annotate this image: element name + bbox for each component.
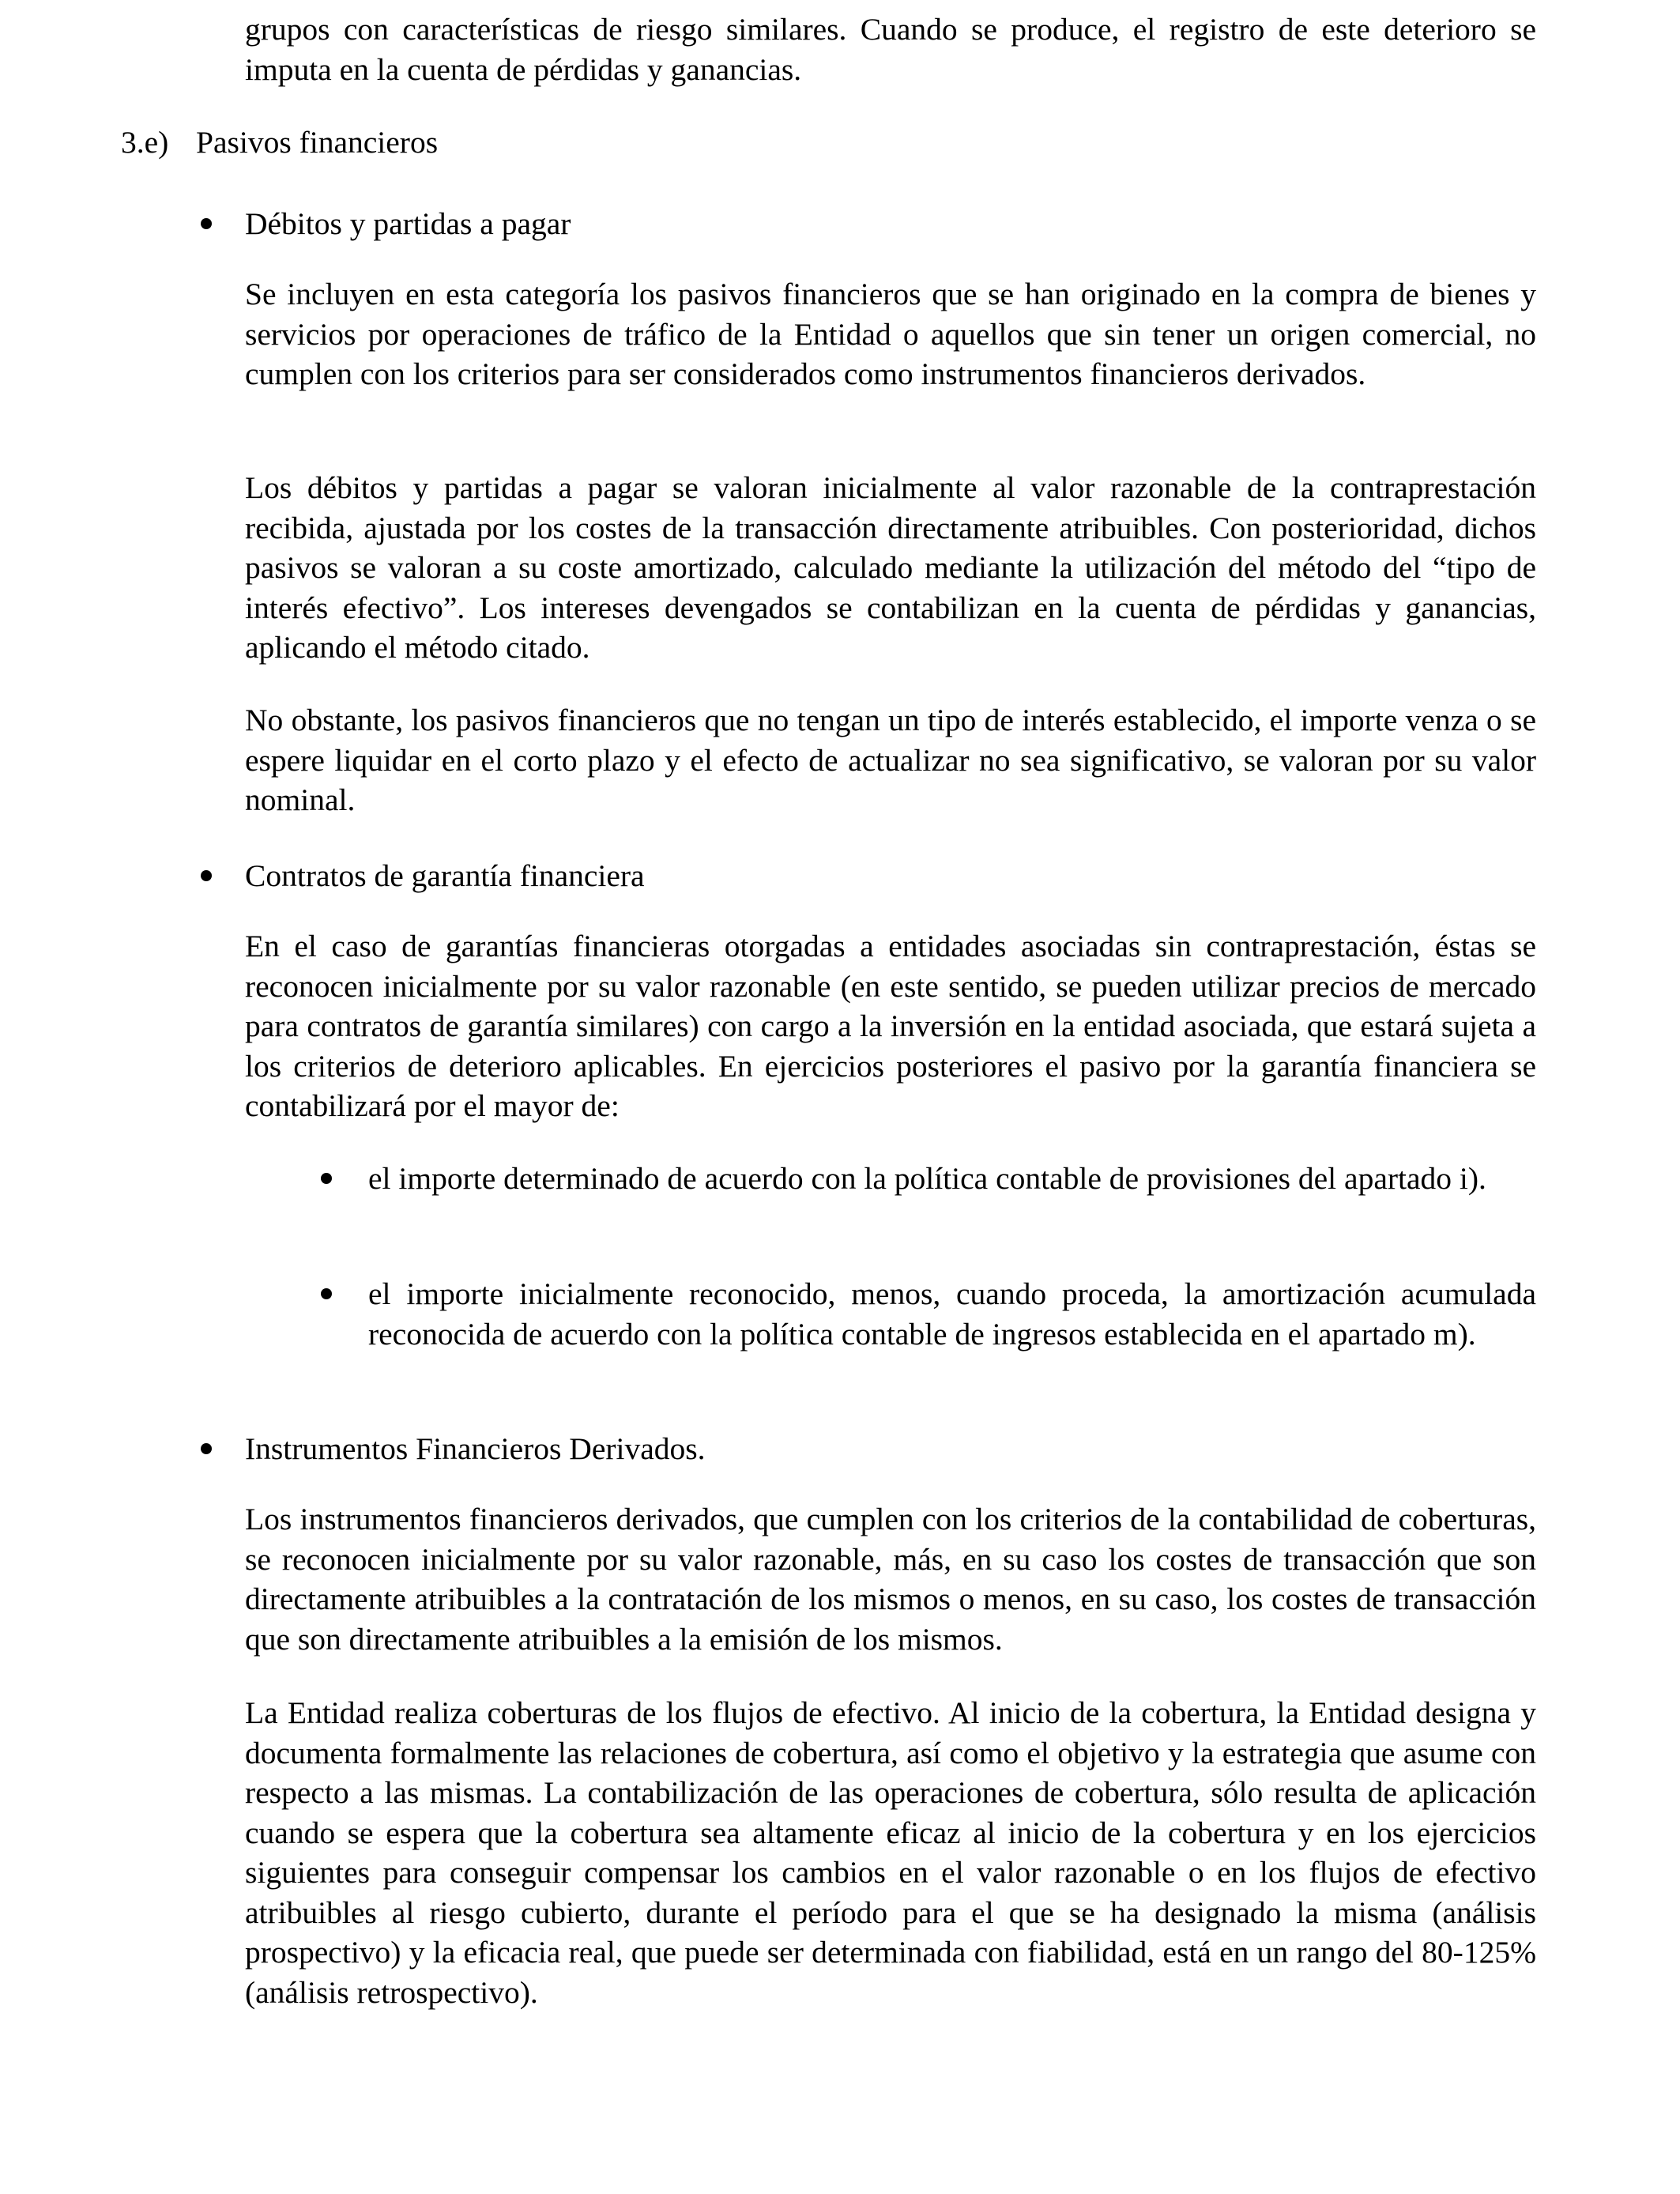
bullet-icon: [201, 218, 212, 229]
garantia-paragraph-1: En el caso de garantías financieras otorgadas a entidades asociadas sin contraprestación, éstas se reconocen inicialmente por su valor razonable (en este sentido, se pueden utilizar precios de mercado para contratos de garantía similares) con cargo a la inversión en la entidad asociada, que estará sujeta a los criterios de deterioro aplicables. En ejercicios posteriores el pasivo por la garantía financiera se contabilizará por el mayor de:: [245, 929, 1536, 1123]
section-heading: [121, 123, 438, 163]
debitos-paragraph-2: Los débitos y partidas a pagar se valoran inicialmente al valor razonable de la contraprestación recibida, ajustada por los costes de la transacción directamente atribuibles. Con posterioridad, dichos pasivos se valoran a su coste amortizado, calculado mediante la utilización del método del “tipo de interés efectivo”. Los intereses devengados se contabilizan en la cuenta de pérdidas y ganancias, aplicando el método citado.: [245, 470, 1536, 665]
bullet-icon: [321, 1173, 332, 1184]
section-title: Pasivos financieros: [196, 125, 439, 160]
bullet-icon: [201, 1443, 212, 1454]
derivados-paragraph-2: La Entidad realiza coberturas de los flujos de efectivo. Al inicio de la cobertura, la Entidad designa y documenta formalmente las relaciones de cobertura, así como el objetivo y la estrategia que asume con respecto a las mismas. La contabilización de las operaciones de cobertura, sólo resulta de aplicación cuando se espera que la cobertura sea altamente eficaz al inicio de la cobertura y en los ejercicios siguientes para conseguir compensar los cambios en el valor razonable o en los flujos de efectivo atribuibles al riesgo cubierto, durante el período para el que se ha designado la misma (análisis prospectivo) y la eficacia real, que puede ser determinada con fiabilidad, está en un rango del 80-125% (análisis retrospectivo).: [245, 1695, 1536, 2010]
intro-paragraph: grupos con características de riesgo similares. Cuando se produce, el registro de este deterioro se imputa en la cuenta de pérdidas y ganancias.: [245, 12, 1536, 87]
garantia-item-2: el importe inicialmente reconocido, menos, cuando proceda, la amortización acumulada reconocida de acuerdo con la política contable de ingresos establecida en el apartado m).: [368, 1276, 1536, 1351]
debitos-paragraph-1: Se incluyen en esta categoría los pasivos financieros que se han originado en la compra de bienes y servicios por operaciones de tráfico de la Entidad o aquellos que sin tener un origen comercial, no cumplen con los criterios para ser considerados como instrumentos financieros derivados.: [245, 277, 1536, 391]
derivados-paragraph-1: Los instrumentos financieros derivados, que cumplen con los criterios de la contabilidad de coberturas, se reconocen inicialmente por su valor razonable, más, en su caso los costes de transacción que son directamente atribuibles a la contratación de los mismos o menos, en su caso, los costes de transacción que son directamente atribuibles a la emisión de los mismos.: [245, 1502, 1536, 1657]
garantia-title: Contratos de garantía financiera: [245, 858, 645, 893]
bullet-icon: [201, 870, 212, 881]
debitos-title: Débitos y partidas a pagar: [245, 206, 571, 241]
debitos-paragraph-3: No obstante, los pasivos financieros que no tengan un tipo de interés establecido, el importe venza o se espere liquidar en el corto plazo y el efecto de actualizar no sea significativo, se valoran por su valor nominal.: [245, 703, 1536, 817]
garantia-item-1: el importe determinado de acuerdo con la política contable de provisiones del apartado i).: [368, 1161, 1486, 1196]
section-number: 3.e): [121, 125, 169, 160]
derivados-title: Instrumentos Financieros Derivados.: [245, 1431, 706, 1466]
bullet-icon: [321, 1288, 332, 1299]
